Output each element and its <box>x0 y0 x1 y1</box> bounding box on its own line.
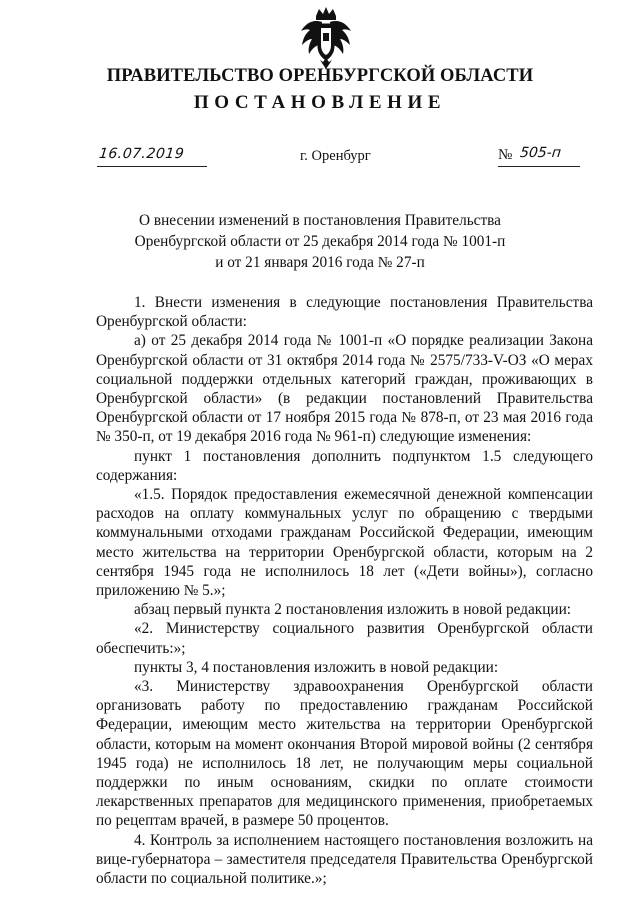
paragraph-5: абзац первый пункта 2 постановления изложить в новой редакции: <box>134 601 572 619</box>
document-body <box>96 293 593 888</box>
government-title: ПРАВИТЕЛЬСТВО ОРЕНБУРГСКОЙ ОБЛАСТИ <box>106 66 534 86</box>
document-number-field <box>498 146 580 167</box>
paragraph-7: пункты 3, 4 постановления изложить в новой редакции: <box>134 658 499 676</box>
document-number: 505-п <box>519 145 562 161</box>
paragraph-4: «1.5. Порядок предоставления ежемесячной денежной компенсации расходов на оплату коммунальных услуг по обращению с твердыми коммунальными отходами гражданам Российской Федерации, имеющим место жительства на территории Оренбургской области, которым на 2 сентября 1945 года не исполнилось 18 лет («Дети войны»), согласно приложению № 5.»; <box>96 486 593 600</box>
document-date-field <box>97 146 207 167</box>
paragraph-2: а) от 25 декабря 2014 года № 1001-п «О порядке реализации Закона Оренбургской области от 31 октября 2014 года № 2575/733-V-ОЗ «О мерах социальной поддержки отдельных категорий граждан, проживающих в Оренбургской области» (в редакции постановлений Правительства Оренбургской области от 17 ноября 2015 года № 878-п, от 23 мая 2016 года № 350-п, от 19 декабря 2016 года № 961-п) следующие изменения: <box>96 332 593 446</box>
document-type-title: ПОСТАНОВЛЕНИЕ <box>193 92 447 113</box>
coat-of-arms-emblem <box>298 6 354 70</box>
paragraph-8: «3. Министерству здравоохранения Оренбургской области организовать работу по предоставлению гражданам Российской Федерации, имеющим место жительства на территории Оренбургской области, которым на момент окончания Второй мировой войны (2 сентября 1945 года) не исполнилось 18 лет, не получающим меры социальной поддержки по иным основаниям, скидки по оплате стоимости лекарственных препаратов для медицинского применения, приобретаемых по рецептам врачей, в размере 50 процентов. <box>96 678 593 830</box>
document-subject <box>0 210 640 273</box>
subject-line-3: и от 21 января 2016 года № 27-п <box>215 254 425 271</box>
document-date: 16.07.2019 <box>98 146 186 162</box>
document-city: г. Оренбург <box>300 148 371 164</box>
paragraph-9: 4. Контроль за исполнением настоящего постановления возложить на вице-губернатора – заместителя председателя Правительства Оренбургской области по социальной политике.»; <box>96 831 593 888</box>
subject-line-2: Оренбургской области от 25 декабря 2014 года № 1001-п <box>134 233 506 250</box>
number-sign: № <box>498 147 513 163</box>
subject-line-1: О внесении изменений в постановления Правительства <box>139 212 501 229</box>
paragraph-1: 1. Внести изменения в следующие постановления Правительства Оренбургской области: <box>96 294 593 331</box>
paragraph-3: пункт 1 постановления дополнить подпунктом 1.5 следующего содержания: <box>96 447 593 484</box>
paragraph-6: «2. Министерству социального развития Оренбургской области обеспечить:»; <box>96 620 593 657</box>
